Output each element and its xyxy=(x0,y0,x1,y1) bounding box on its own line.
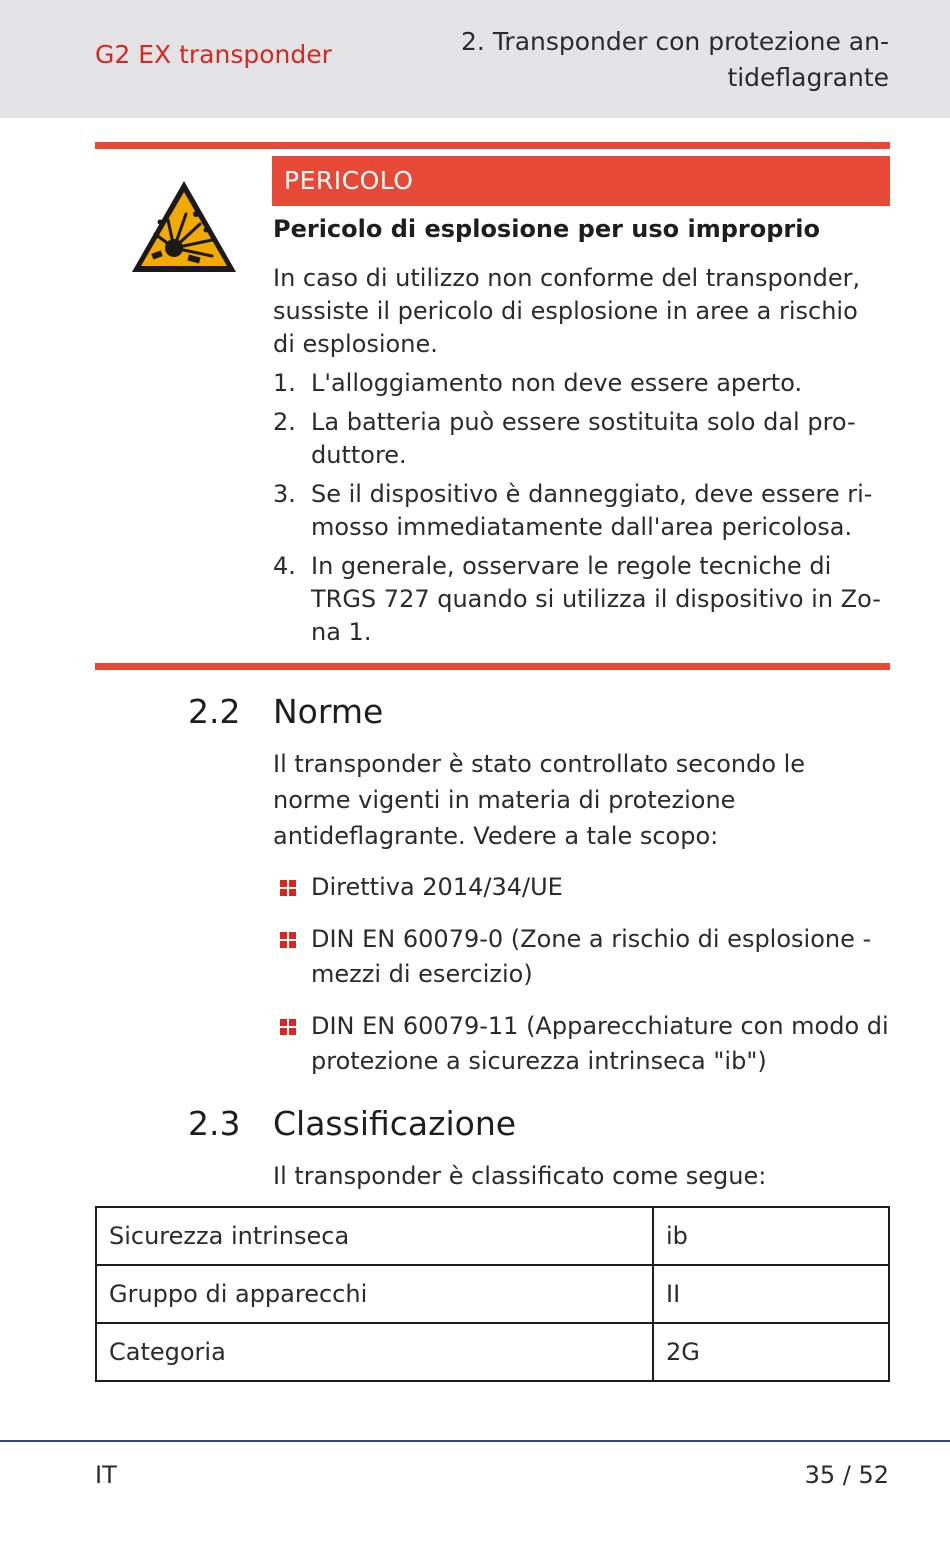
section-title-norme: Norme xyxy=(273,692,384,731)
list-item xyxy=(273,367,885,400)
list-item-number: 1. xyxy=(273,369,296,397)
list-item-text: L'alloggiamento non deve essere aperto. xyxy=(311,369,803,397)
table-cell-value: 2G xyxy=(653,1323,889,1381)
square-bullet-icon xyxy=(280,932,296,948)
footer-rule xyxy=(0,1440,950,1442)
page-header xyxy=(0,0,950,118)
list-item-text: In generale, osservare le regole tecniche di TRGS 727 quando si utilizza il dispositivo in Zo-na 1. xyxy=(311,552,881,646)
table-row xyxy=(96,1207,889,1265)
standards-list xyxy=(273,870,893,1096)
danger-description: In caso di utilizzo non conforme del transponder, sussiste il pericolo di esplosione in aree a rischio di esplosione. xyxy=(273,264,861,358)
footer-language: IT xyxy=(95,1461,117,1489)
list-item xyxy=(273,550,885,649)
list-item-text: Se il dispositivo è danneggiato, deve essere ri-mosso immediatamente dall'area pericolosa. xyxy=(311,480,873,541)
list-item-number: 3. xyxy=(273,480,296,508)
explosive-warning-icon xyxy=(128,178,240,276)
classification-table xyxy=(95,1206,890,1382)
norme-intro: Il transponder è stato controllato secondo le norme vigenti in materia di protezione antideflagrante. Vedere a tale scopo: xyxy=(273,750,806,850)
classificazione-intro: Il transponder è classificato come segue: xyxy=(273,1162,767,1190)
list-item-text: DIN EN 60079-0 (Zone a rischio di esplosione - mezzi di esercizio) xyxy=(311,925,872,988)
product-name: G2 EX transponder xyxy=(95,40,332,69)
chapter-title xyxy=(449,24,889,96)
danger-bottom-rule xyxy=(95,663,890,670)
table-cell-label: Categoria xyxy=(96,1323,653,1381)
section-number-norme: 2.2 xyxy=(188,692,241,731)
list-item-text: Direttiva 2014/34/UE xyxy=(311,873,563,901)
table-cell-label: Sicurezza intrinseca xyxy=(96,1207,653,1265)
list-item xyxy=(273,406,885,472)
chapter-title-line-2: tideflagrante xyxy=(727,63,889,92)
section-number-classificazione: 2.3 xyxy=(188,1104,241,1143)
section-title-classificazione: Classificazione xyxy=(273,1104,517,1143)
table-row xyxy=(96,1265,889,1323)
list-item-text: DIN EN 60079-11 (Apparecchiature con modo di protezione a sicurezza intrinseca "ib") xyxy=(311,1012,889,1075)
list-item xyxy=(273,478,885,544)
table-cell-value: II xyxy=(653,1265,889,1323)
square-bullet-icon xyxy=(280,880,296,896)
danger-top-rule xyxy=(95,142,890,149)
table-cell-label: Gruppo di apparecchi xyxy=(96,1265,653,1323)
list-item xyxy=(273,922,893,992)
danger-subtitle: Pericolo di esplosione per uso improprio xyxy=(273,215,820,243)
list-item-number: 4. xyxy=(273,552,296,580)
list-item-number: 2. xyxy=(273,408,296,436)
table-row xyxy=(96,1323,889,1381)
square-bullet-icon xyxy=(280,1019,296,1035)
list-item xyxy=(273,870,893,905)
list-item-text: La batteria può essere sostituita solo dal pro-duttore. xyxy=(311,408,856,469)
list-item xyxy=(273,1009,893,1079)
page-number: 35 / 52 xyxy=(804,1461,889,1489)
danger-label: PERICOLO xyxy=(272,156,890,206)
danger-instructions xyxy=(273,367,885,655)
table-cell-value: ib xyxy=(653,1207,889,1265)
chapter-title-line-1: 2. Transponder con protezione an- xyxy=(461,27,889,56)
